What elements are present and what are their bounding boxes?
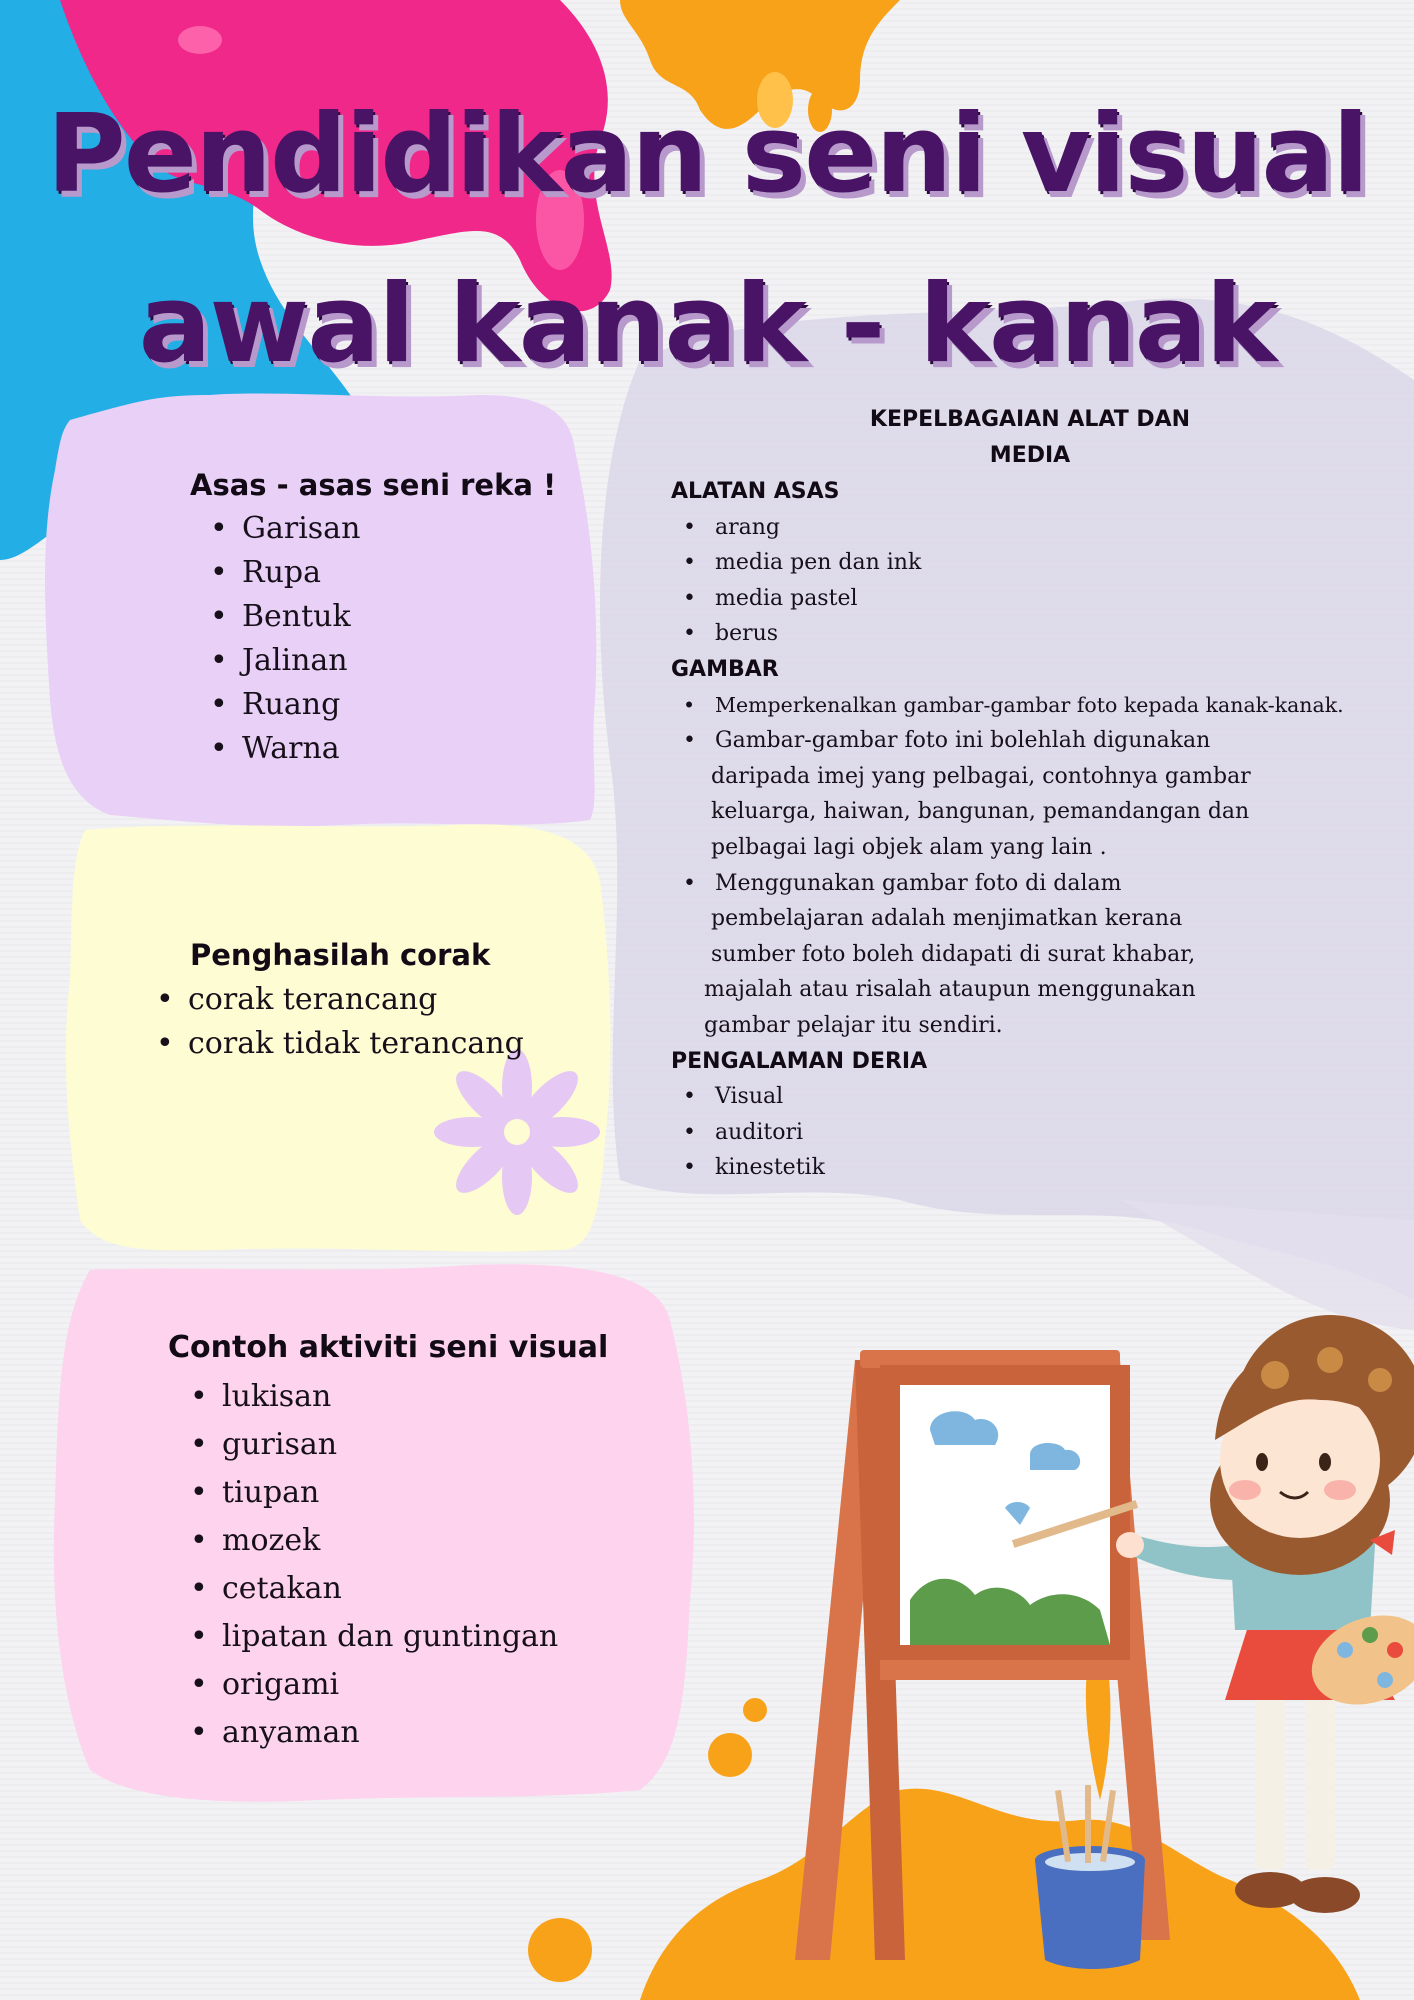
gambar-item3-l2: pembelajaran adalah menjimatkan kerana: [711, 906, 1183, 932]
list-item: • Bentuk: [206, 595, 556, 639]
media-heading: [840, 402, 1220, 473]
list-item: • gurisan: [186, 1421, 608, 1469]
gambar-list: [671, 688, 1411, 759]
list-item: • Menggunakan gambar foto di dalam: [671, 866, 1411, 902]
list-item: • Ruang: [206, 683, 556, 727]
corak-title-text: Penghasilah corak: [190, 938, 491, 972]
list-item: • arang: [671, 510, 1411, 546]
list-item: • Visual: [671, 1079, 1411, 1115]
list-item: • origami: [186, 1661, 608, 1709]
list-item: • corak tidak terancang: [152, 1022, 524, 1066]
list-item: • Jalinan: [206, 639, 556, 683]
asas-box: [190, 463, 556, 771]
deria-list: [671, 1079, 1411, 1186]
gambar-item2-l4: pelbagai lagi objek alam yang lain .: [711, 834, 1107, 860]
asas-title: Asas - asas seni reka !: [190, 468, 557, 502]
deria-label: PENGALAMAN DERIA: [671, 1048, 928, 1074]
list-item: • Warna: [206, 727, 556, 771]
list-item: • Gambar-gambar foto ini bolehlah digunakan: [671, 723, 1411, 759]
gambar-item3-l4: majalah atau risalah ataupun menggunakan: [704, 977, 1196, 1003]
corak-title: [190, 933, 490, 977]
corak-list: [152, 978, 524, 1066]
gambar-item2-l3: keluarga, haiwan, bangunan, pemandangan dan: [711, 799, 1250, 825]
gambar-item3-l5: gambar pelajar itu sendiri.: [704, 1012, 1003, 1038]
media-heading-line2: MEDIA: [989, 442, 1071, 468]
list-item: • anyaman: [186, 1709, 608, 1757]
title-line-1: Pendidikan seni visual: [46, 92, 1368, 217]
list-item: • Garisan: [206, 507, 556, 551]
list-item: • kinestetik: [671, 1150, 1411, 1186]
aktiviti-box: [168, 1325, 608, 1757]
list-item: • lipatan dan guntingan: [186, 1613, 608, 1661]
gambar-item2-l2: daripada imej yang pelbagai, contohnya gambar: [711, 763, 1251, 789]
list-item: • lukisan: [186, 1373, 608, 1421]
list-item: • tiupan: [186, 1469, 608, 1517]
list-item: • media pen dan ink: [671, 545, 1411, 581]
alatan-list: [671, 510, 1411, 652]
gambar-item3-l3: sumber foto boleh didapati di surat khabar,: [711, 941, 1196, 967]
list-item: • Rupa: [206, 551, 556, 595]
aktiviti-title: Contoh aktiviti seni visual: [168, 1330, 609, 1365]
list-item: • cetakan: [186, 1565, 608, 1613]
list-item: • media pastel: [671, 581, 1411, 617]
list-item: • Memperkenalkan gambar-gambar foto kepada kanak-kanak.: [671, 688, 1411, 724]
list-item: • corak terancang: [152, 978, 524, 1022]
list-item: • mozek: [186, 1517, 608, 1565]
asas-list: [206, 507, 556, 771]
media-heading-line1: KEPELBAGAIAN ALAT DAN: [869, 407, 1191, 432]
title-line-2: awal kanak - kanak: [138, 262, 1276, 387]
alatan-label: ALATAN ASAS: [671, 479, 840, 504]
flower-icon: [434, 1049, 600, 1215]
list-item: • auditori: [671, 1115, 1411, 1151]
list-item: • berus: [671, 616, 1411, 652]
aktiviti-list: [186, 1373, 608, 1757]
gambar-list-2: [671, 866, 1411, 902]
gambar-label: GAMBAR: [671, 656, 779, 682]
media-content: [671, 474, 1411, 1186]
